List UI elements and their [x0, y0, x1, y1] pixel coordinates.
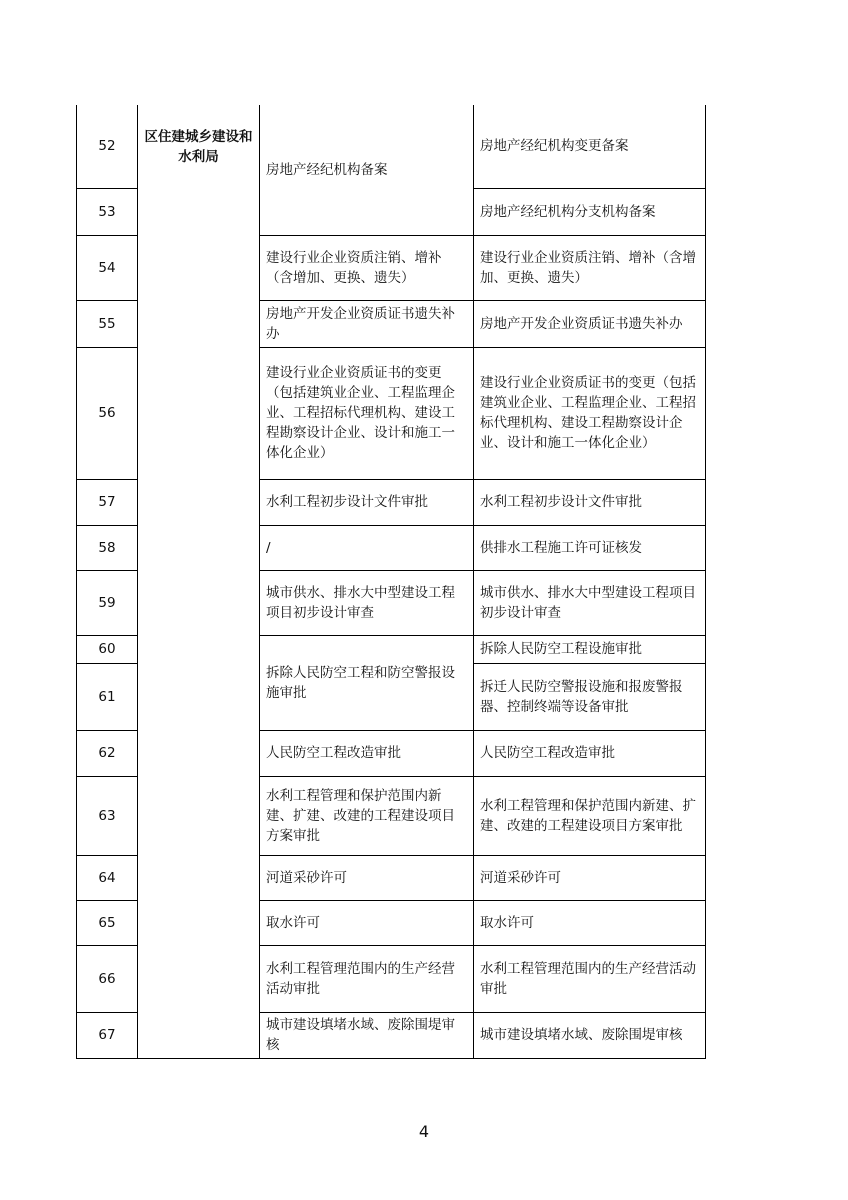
sub-item-cell: 拆除人民防空工程设施审批	[474, 635, 706, 663]
sub-item-cell: 城市供水、排水大中型建设工程项目初步设计审查	[474, 570, 706, 635]
sub-item-cell: 建设行业企业资质证书的变更（包括建筑业企业、工程监理企业、工程招标代理机构、建设工程勘察设计企业、设计和施工一体化企业）	[474, 347, 706, 479]
item-cell: 水利工程初步设计文件审批	[260, 479, 474, 525]
row-number: 64	[77, 855, 138, 900]
sub-item-cell: 房地产开发企业资质证书遗失补办	[474, 300, 706, 347]
row-number: 66	[77, 945, 138, 1012]
item-cell: 房地产开发企业资质证书遗失补办	[260, 300, 474, 347]
sub-item-cell: 水利工程管理范围内的生产经营活动审批	[474, 945, 706, 1012]
sub-item-cell: 供排水工程施工许可证核发	[474, 525, 706, 570]
item-cell: 城市建设填堵水域、废除围堤审核	[260, 1012, 474, 1058]
row-number: 63	[77, 776, 138, 855]
table-row	[77, 105, 706, 188]
row-number: 62	[77, 730, 138, 776]
row-number: 61	[77, 663, 138, 730]
sub-item-cell: 城市建设填堵水域、废除围堤审核	[474, 1012, 706, 1058]
item-cell: 河道采砂许可	[260, 855, 474, 900]
department-cell: 区住建城乡建设和水利局	[138, 105, 260, 1058]
row-number: 65	[77, 900, 138, 945]
sub-item-cell: 取水许可	[474, 900, 706, 945]
item-cell: 水利工程管理范围内的生产经营活动审批	[260, 945, 474, 1012]
sub-item-cell: 房地产经纪机构变更备案	[474, 105, 706, 188]
item-cell: 水利工程管理和保护范围内新建、扩建、改建的工程建设项目方案审批	[260, 776, 474, 855]
sub-item-cell: 房地产经纪机构分支机构备案	[474, 188, 706, 235]
sub-item-cell: 人民防空工程改造审批	[474, 730, 706, 776]
sub-item-cell: 水利工程管理和保护范围内新建、扩建、改建的工程建设项目方案审批	[474, 776, 706, 855]
row-number: 60	[77, 635, 138, 663]
sub-item-cell: 拆迁人民防空警报设施和报废警报器、控制终端等设备审批	[474, 663, 706, 730]
row-number: 59	[77, 570, 138, 635]
row-number: 58	[77, 525, 138, 570]
row-number: 56	[77, 347, 138, 479]
item-cell: 取水许可	[260, 900, 474, 945]
sub-item-cell: 河道采砂许可	[474, 855, 706, 900]
item-cell: 城市供水、排水大中型建设工程项目初步设计审查	[260, 570, 474, 635]
page-number: 4	[418, 1122, 430, 1141]
sub-item-cell: 水利工程初步设计文件审批	[474, 479, 706, 525]
item-cell: 拆除人民防空工程和防空警报设施审批	[260, 635, 474, 730]
row-number: 55	[77, 300, 138, 347]
sub-item-cell: 建设行业企业资质注销、增补（含增加、更换、遗失）	[474, 235, 706, 300]
row-number: 52	[77, 105, 138, 188]
row-number: 67	[77, 1012, 138, 1058]
item-cell: 房地产经纪机构备案	[260, 105, 474, 235]
row-number: 54	[77, 235, 138, 300]
row-number: 57	[77, 479, 138, 525]
item-cell: /	[260, 525, 474, 570]
row-number: 53	[77, 188, 138, 235]
item-cell: 人民防空工程改造审批	[260, 730, 474, 776]
item-cell: 建设行业企业资质证书的变更（包括建筑业企业、工程监理企业、工程招标代理机构、建设工程勘察设计企业、设计和施工一体化企业）	[260, 347, 474, 479]
item-cell: 建设行业企业资质注销、增补（含增加、更换、遗失）	[260, 235, 474, 300]
approval-items-table	[76, 105, 706, 1059]
